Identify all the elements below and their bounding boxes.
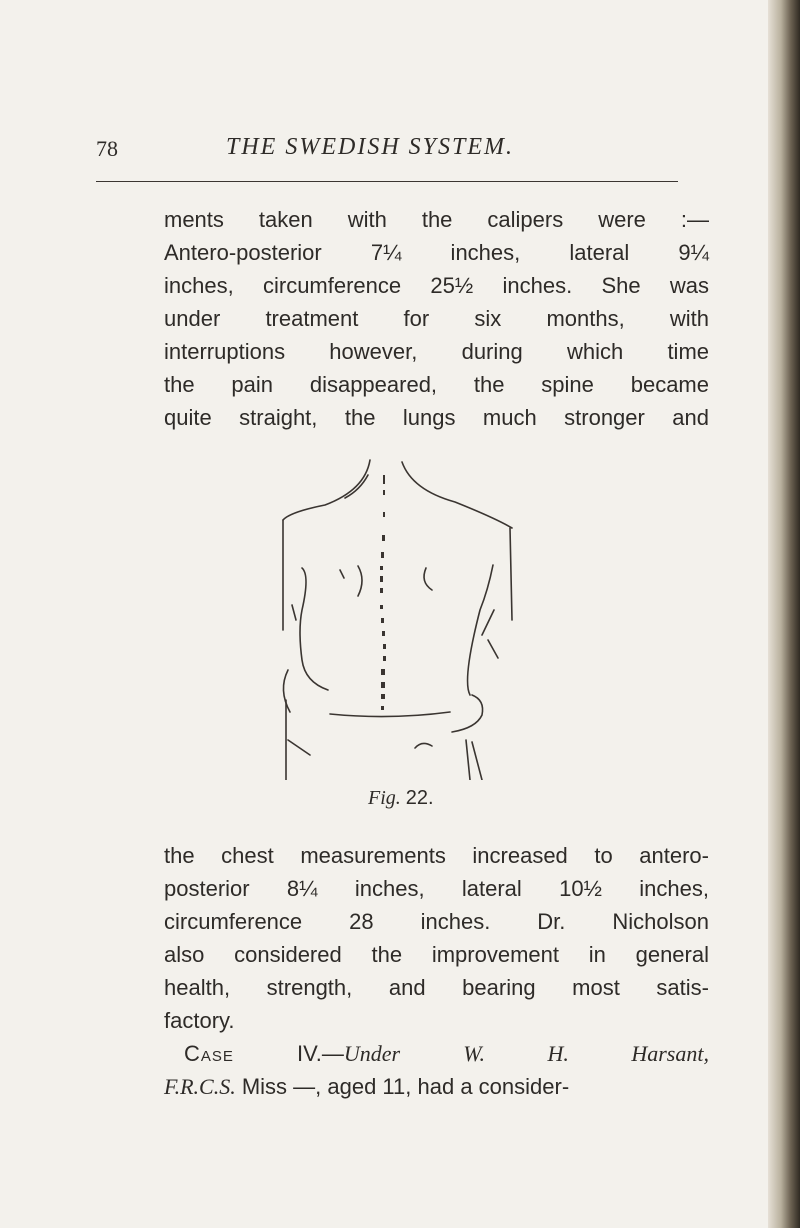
text-line: ments taken with the calipers were :—: [164, 207, 709, 232]
paragraph-2: [164, 839, 709, 1037]
text-line: also considered the improvement in general: [164, 942, 709, 967]
running-head: THE SWEDISH SYSTEM.: [226, 134, 514, 160]
case-label: Case: [184, 1041, 234, 1066]
text-line: posterior 8¼ inches, lateral 10½ inches,: [164, 876, 709, 901]
text-line: health, strength, and bearing most satis-: [164, 975, 709, 1000]
figure-caption: [368, 787, 434, 810]
header-rule: [96, 181, 678, 182]
page-number: 78: [96, 136, 118, 161]
case-text: Miss —, aged 11, had a consider-: [235, 1074, 570, 1099]
caption-number: 22.: [405, 787, 434, 809]
spine-figure-illustration: [250, 450, 550, 780]
text-line: Antero-posterior 7¼ inches, lateral 9¼: [164, 240, 709, 265]
caption-label: Fig.: [368, 787, 401, 809]
text-line: inches, circumference 25½ inches. She was: [164, 273, 709, 298]
text-line: [164, 1070, 709, 1103]
text-line: quite straight, the lungs much stronger and: [164, 405, 709, 430]
text-line: interruptions however, during which time: [164, 339, 709, 364]
text-line: factory.: [164, 1008, 235, 1033]
text-line: under treatment for six months, with: [164, 306, 709, 331]
page-edge: [768, 0, 800, 1228]
paragraph-1: [164, 203, 709, 434]
text-line: the pain disappeared, the spine became: [164, 372, 709, 397]
text-line: [164, 1037, 709, 1070]
paragraph-3: [164, 1037, 709, 1103]
surgeon-name: W. H. Harsant,: [463, 1041, 709, 1066]
text-line: the chest measurements increased to antero-: [164, 843, 709, 868]
credentials: F.R.C.S.: [164, 1074, 236, 1099]
under-text: Under: [343, 1041, 401, 1066]
text-line: circumference 28 inches. Dr. Nicholson: [164, 909, 709, 934]
case-number: IV.—: [297, 1041, 344, 1066]
